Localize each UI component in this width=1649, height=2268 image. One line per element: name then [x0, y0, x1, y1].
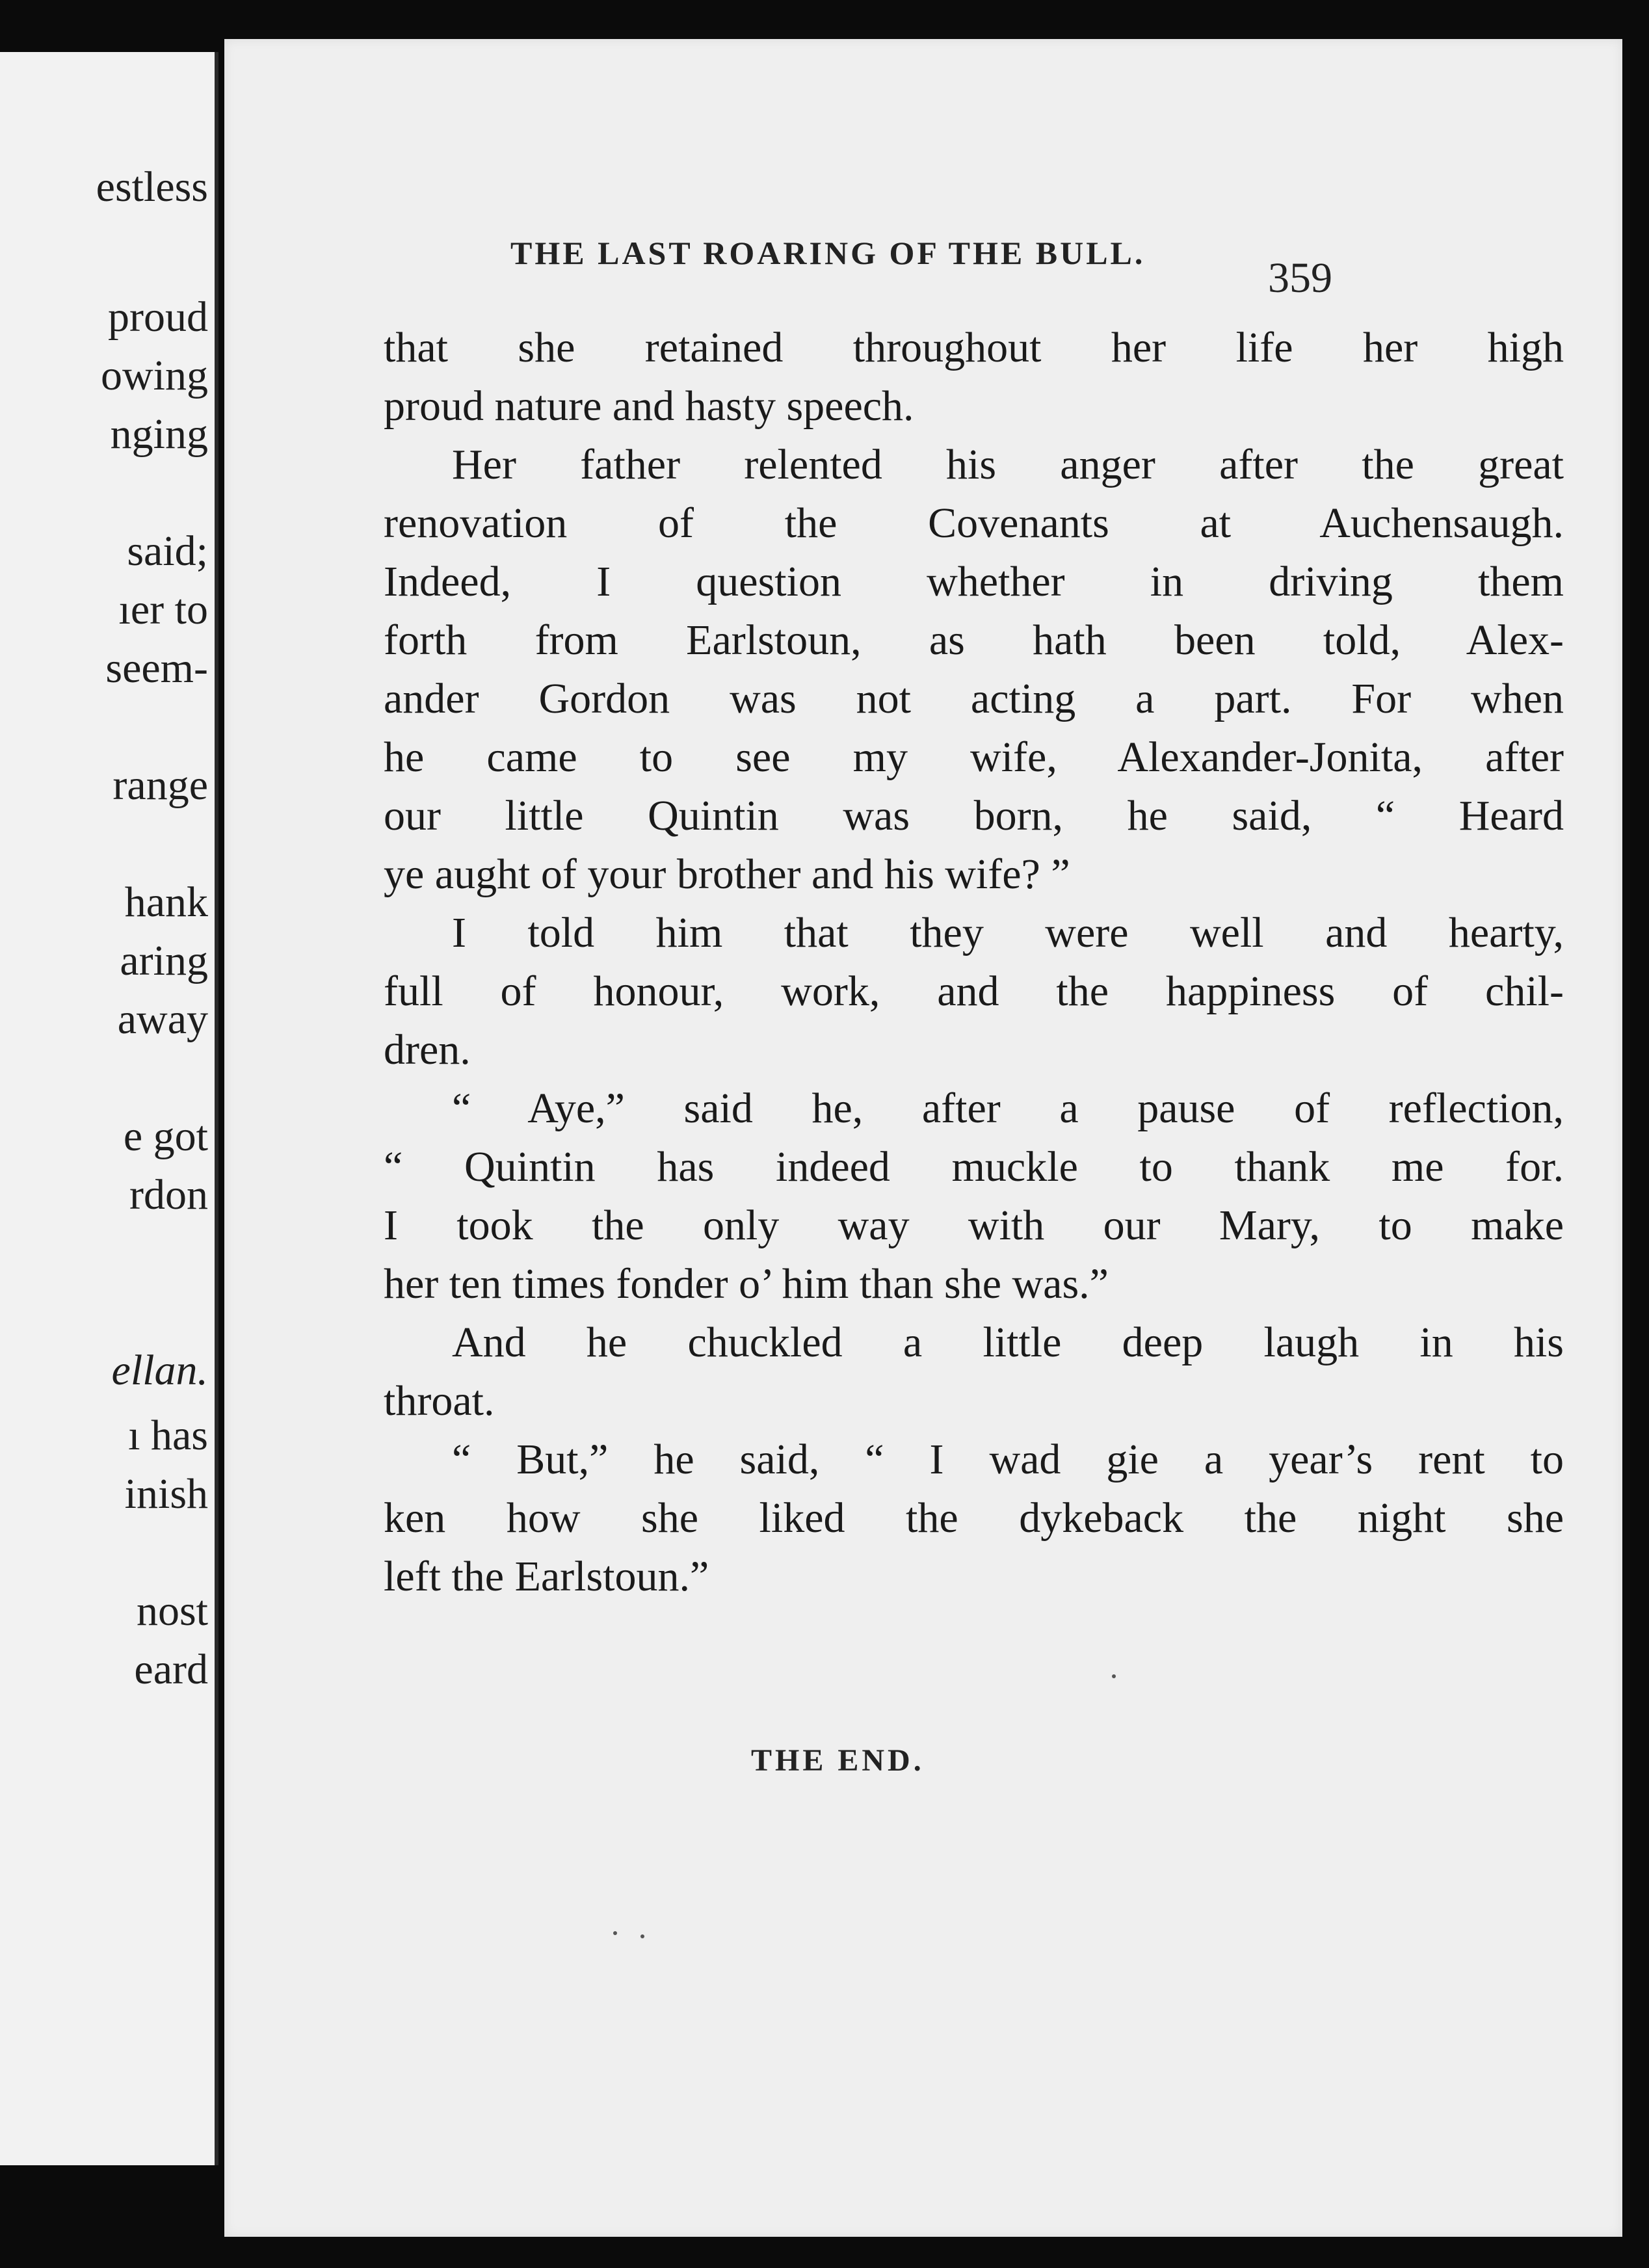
body-text	[384, 319, 1564, 1606]
print-speck	[640, 1934, 644, 1938]
previous-page-fragment: seem-	[105, 644, 208, 692]
print-speck	[613, 1931, 617, 1935]
text-line: forth from Earlstoun, as hath been told, Alex-	[384, 616, 1564, 664]
print-speck	[1112, 1674, 1116, 1678]
previous-page-fragment: range	[112, 761, 208, 809]
text-line: our little Quintin was born, he said, “ Heard	[384, 792, 1564, 839]
previous-page-fragment: hank	[124, 878, 208, 926]
text-line: throat.	[384, 1377, 495, 1425]
previous-page-fragment: nging	[110, 410, 208, 458]
text-line: And he chuckled a little deep laugh in his	[452, 1319, 1564, 1366]
previous-page-fragment: ı has	[128, 1412, 208, 1459]
previous-page-fragment: eard	[134, 1646, 208, 1693]
text-line: dren.	[384, 1026, 471, 1074]
page-number: 359	[1268, 254, 1332, 302]
book-page	[224, 39, 1622, 2237]
previous-page-fragment: ıer to	[118, 586, 208, 633]
text-line: proud nature and hasty speech.	[384, 382, 914, 430]
previous-page-fragment: ellan.	[111, 1347, 208, 1394]
text-line: her ten times fonder o’ him than she was.”	[384, 1260, 1109, 1308]
previous-page-fragment: estless	[96, 163, 208, 211]
text-line: Her father relented his anger after the great	[452, 441, 1564, 488]
text-line: left the Earlstoun.”	[384, 1553, 709, 1600]
previous-page-fragment: said;	[127, 527, 208, 575]
previous-page-fragment: nost	[136, 1587, 208, 1635]
text-line: ander Gordon was not acting a part. For when	[384, 675, 1564, 722]
text-line: ye aught of your brother and his wife? ”	[384, 850, 1070, 898]
previous-page-fragment: away	[117, 996, 208, 1043]
text-line: ken how she liked the dykeback the night she	[384, 1494, 1564, 1542]
text-line: that she retained throughout her life her high	[384, 324, 1564, 371]
text-line: “ Quintin has indeed muckle to thank me for.	[384, 1143, 1564, 1191]
text-line: renovation of the Covenants at Auchensaugh.	[384, 499, 1564, 547]
the-end-label: THE END.	[751, 1743, 925, 1778]
running-head: THE LAST ROARING OF THE BULL.	[510, 235, 1146, 271]
previous-page-fragment: e got	[123, 1113, 208, 1160]
previous-page-fragment: inish	[124, 1470, 208, 1518]
previous-page-fragment: aring	[120, 937, 208, 984]
previous-page-fragment: proud	[108, 293, 208, 341]
text-line: “ Aye,” said he, after a pause of reflection,	[452, 1085, 1564, 1132]
previous-page-fragment: owing	[101, 352, 208, 399]
previous-page-edge	[0, 52, 218, 2165]
text-line: he came to see my wife, Alexander-Jonita, after	[384, 733, 1564, 781]
text-line: I told him that they were well and hearty,	[452, 909, 1564, 956]
text-line: full of honour, work, and the happiness of chil-	[384, 968, 1564, 1015]
text-line: “ But,” he said, “ I wad gie a year’s rent to	[452, 1436, 1564, 1483]
text-line: Indeed, I question whether in driving them	[384, 558, 1564, 605]
previous-page-fragment: rdon	[129, 1171, 208, 1219]
text-line: I took the only way with our Mary, to make	[384, 1202, 1564, 1249]
